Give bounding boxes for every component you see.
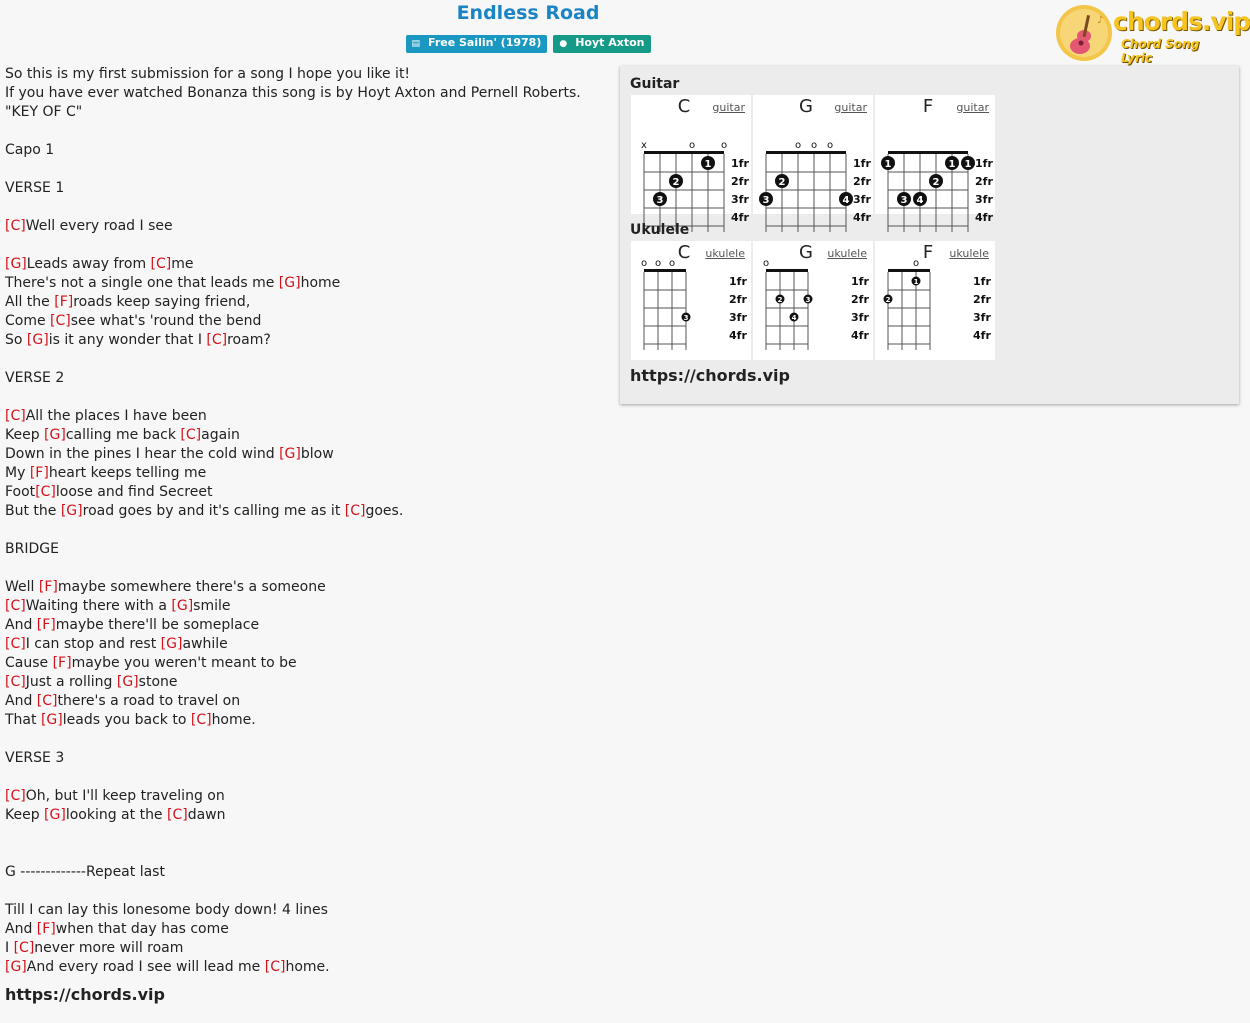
lyric-text: Well every road I see — [25, 218, 173, 234]
chord-marker[interactable]: [F] — [52, 655, 72, 671]
fret-label: 1fr — [731, 157, 749, 170]
fret-label: 4fr — [853, 211, 871, 224]
artist-tag-label: Hoyt Axton — [575, 36, 645, 49]
chord-marker[interactable]: [G] — [116, 674, 139, 690]
lyric-text: maybe somewhere there's a someone — [57, 579, 326, 595]
lyric-line — [5, 445, 613, 464]
finger-dot — [945, 156, 959, 170]
user-icon: ● — [559, 39, 568, 49]
chord-marker[interactable]: [C] — [5, 788, 26, 804]
lyric-text: never more will roam — [34, 940, 184, 956]
lyric-line — [5, 578, 613, 597]
blank-line — [5, 882, 613, 901]
chord-marker[interactable]: [F] — [36, 617, 56, 633]
lyric-text: But the — [5, 503, 61, 519]
lyric-text: Come — [5, 313, 51, 329]
finger-dot — [776, 295, 785, 305]
finger-number: 2 — [672, 177, 680, 188]
chord-marker[interactable]: [C] — [36, 693, 58, 709]
finger-dot — [897, 192, 911, 206]
lyric-line — [5, 749, 613, 768]
lyric-text: Just a rolling — [25, 674, 117, 690]
logo-wordmark: chords.vip — [1113, 7, 1250, 36]
lyric-text: when that day has come — [55, 921, 229, 937]
lyric-line — [5, 597, 613, 616]
chord-marker[interactable]: [G] — [279, 446, 301, 462]
chord-diagram — [753, 95, 873, 224]
fret-label: 3fr — [853, 193, 871, 206]
lyric-line — [5, 217, 613, 236]
song-title: Endless Road — [456, 2, 600, 24]
chord-marker[interactable]: [C] — [50, 313, 71, 329]
nut — [644, 151, 724, 154]
chord-name: G — [799, 96, 813, 117]
chord-marker[interactable]: [G] — [5, 959, 27, 975]
lyric-text: road goes by and it's calling me as it — [82, 503, 345, 519]
lyric-text: roam? — [227, 332, 271, 348]
lyric-text: goes. — [365, 503, 404, 519]
chord-marker[interactable]: [C] — [13, 940, 35, 956]
lyric-text: Leads away from — [26, 256, 151, 272]
ukulele-chord-card-F[interactable] — [875, 241, 995, 360]
lyric-text: home. — [211, 712, 256, 728]
blank-line — [5, 559, 613, 578]
chord-marker[interactable]: [G] — [40, 712, 63, 728]
chord-marker[interactable]: [C] — [344, 503, 366, 519]
finger-number: 2 — [778, 177, 786, 188]
open-string-marker: o — [654, 258, 662, 269]
finger-number: 1 — [964, 159, 972, 170]
fret-label: 1fr — [973, 275, 991, 288]
album-tag-label: Free Sailin' (1978) — [428, 36, 542, 49]
chord-marker[interactable]: [C] — [5, 408, 26, 424]
chord-name: G — [799, 242, 813, 263]
blank-line — [5, 198, 613, 217]
open-string-marker: o — [668, 258, 676, 269]
lyrics-body — [5, 65, 613, 1004]
fret-label: 3fr — [851, 311, 869, 324]
lyric-text: Capo 1 — [5, 142, 55, 158]
nut — [644, 269, 686, 272]
lyric-text: VERSE 2 — [5, 370, 65, 386]
lyrics-lines — [5, 65, 613, 977]
chord-name: F — [922, 242, 934, 263]
open-string-marker: o — [688, 140, 696, 151]
finger-dot — [775, 174, 789, 188]
fret-label: 2fr — [973, 293, 991, 306]
finger-number: 3 — [683, 314, 689, 322]
fret-label: 2fr — [851, 293, 869, 306]
open-string-marker: o — [826, 140, 834, 151]
finger-number: 3 — [656, 195, 664, 206]
lyric-text: And every road I see will lead me — [26, 959, 265, 975]
chord-diagram — [875, 95, 995, 224]
ukulele-section-label: Ukulele — [630, 222, 690, 238]
lyric-line — [5, 939, 613, 958]
lyric-line — [5, 806, 613, 825]
open-string-marker: o — [794, 140, 802, 151]
lyric-text: And — [5, 617, 37, 633]
chord-diagram — [875, 241, 995, 360]
chord-marker[interactable]: [C] — [150, 256, 172, 272]
finger-number: 2 — [777, 296, 783, 304]
chord-marker[interactable]: [C] — [5, 598, 26, 614]
chord-marker[interactable]: [C] — [5, 636, 26, 652]
lyric-line — [5, 179, 613, 198]
fret-label: 2fr — [729, 293, 747, 306]
lyric-text: Keep — [5, 807, 45, 823]
lyric-text: So — [5, 332, 27, 348]
finger-dot — [804, 295, 813, 305]
panel-footer-url[interactable]: https://chords.vip — [630, 366, 790, 385]
blank-line — [5, 768, 613, 787]
finger-number: 3 — [805, 296, 811, 304]
lyric-text: dawn — [187, 807, 226, 823]
lyric-text: And — [5, 693, 37, 709]
chord-diagram — [631, 241, 751, 360]
guitar-chord-card-F[interactable] — [875, 95, 995, 224]
finger-dot — [653, 192, 667, 206]
blank-line — [5, 825, 613, 844]
chord-marker[interactable]: [C] — [190, 712, 212, 728]
chord-marker[interactable]: [F] — [29, 465, 49, 481]
lyric-line — [5, 274, 613, 293]
open-string-marker: o — [640, 258, 648, 269]
lyric-text: me — [171, 256, 194, 272]
chord-marker[interactable]: [G] — [44, 427, 66, 443]
finger-dot — [669, 174, 683, 188]
lyric-line — [5, 426, 613, 445]
fret-label: 4fr — [973, 329, 991, 342]
guitar-link[interactable]: guitar — [712, 101, 745, 114]
fret-label: 4fr — [975, 211, 993, 224]
fret-label: 1fr — [975, 157, 993, 170]
fret-label: 4fr — [851, 329, 869, 342]
open-string-marker: o — [912, 258, 920, 269]
fret-label: 1fr — [851, 275, 869, 288]
lyric-text: All the places I have been — [25, 408, 207, 424]
blank-line — [5, 844, 613, 863]
lyric-line — [5, 65, 613, 84]
lyric-line — [5, 616, 613, 635]
lyric-text: There's not a single one that leads me — [5, 275, 279, 291]
finger-number: 3 — [900, 195, 908, 206]
chord-name: C — [677, 242, 691, 263]
fret-label: 4fr — [731, 211, 749, 224]
finger-number: 4 — [916, 195, 924, 206]
finger-number: 1 — [948, 159, 956, 170]
lyric-text: calling me back — [65, 427, 181, 443]
lyric-line — [5, 312, 613, 331]
nut — [888, 151, 968, 154]
lyric-line — [5, 958, 613, 977]
lyric-text: That — [5, 712, 41, 728]
finger-number: 3 — [762, 195, 770, 206]
lyric-text: So this is my first submission for a song I hope you like it! — [5, 66, 411, 82]
fret-label: 3fr — [731, 193, 749, 206]
lyric-text: maybe you weren't meant to be — [71, 655, 297, 671]
blank-line — [5, 236, 613, 255]
ukulele-link[interactable]: ukulele — [827, 247, 867, 260]
artist-tag[interactable] — [553, 35, 650, 53]
lyric-text: I — [5, 940, 14, 956]
lyric-line — [5, 141, 613, 160]
lyric-text: I can stop and rest — [25, 636, 161, 652]
lyric-line — [5, 255, 613, 274]
lyric-line — [5, 502, 613, 521]
lyric-text: stone — [138, 674, 178, 690]
chord-marker[interactable]: [F] — [38, 579, 58, 595]
tag-bar — [0, 35, 1056, 53]
fret-label: 4fr — [729, 329, 747, 342]
guitar-icon — [1055, 3, 1115, 63]
finger-number: 4 — [791, 314, 797, 322]
lyric-line — [5, 369, 613, 388]
finger-number: 1 — [884, 159, 892, 170]
chord-marker[interactable]: [G] — [171, 598, 194, 614]
lyric-line — [5, 464, 613, 483]
ukulele-chord-card-G[interactable] — [753, 241, 873, 360]
lyric-line — [5, 293, 613, 312]
lyric-text: All the — [5, 294, 55, 310]
chord-marker[interactable]: [G] — [278, 275, 301, 291]
finger-number: 4 — [842, 195, 850, 206]
site-logo[interactable] — [1055, 3, 1250, 65]
lyric-text: Down in the pines I hear the cold wind — [5, 446, 280, 462]
chord-name: F — [922, 96, 934, 117]
ukulele-link[interactable]: ukulele — [949, 247, 989, 260]
blank-line — [5, 521, 613, 540]
open-string-marker: o — [810, 140, 818, 151]
lyric-line — [5, 901, 613, 920]
blank-line — [5, 350, 613, 369]
lyric-text: awhile — [182, 636, 228, 652]
chord-marker[interactable]: [C] — [206, 332, 228, 348]
lyric-text: blow — [300, 446, 334, 462]
fret-label: 3fr — [729, 311, 747, 324]
lyric-text: Oh, but I'll keep traveling on — [25, 788, 225, 804]
logo-tagline: Chord Song Lyric — [1121, 37, 1200, 65]
chord-diagram — [631, 95, 751, 224]
lyric-text: home — [300, 275, 341, 291]
open-string-marker: o — [762, 258, 770, 269]
lyric-text: looking at the — [65, 807, 167, 823]
finger-dot — [881, 156, 895, 170]
chord-diagram — [753, 241, 873, 360]
muted-string-marker: x — [641, 140, 647, 151]
finger-dot — [701, 156, 715, 170]
lyric-text: Waiting there with a — [25, 598, 172, 614]
finger-dot — [884, 295, 893, 305]
finger-dot — [913, 192, 927, 206]
chord-marker[interactable]: [C] — [5, 674, 26, 690]
ukulele-link[interactable]: ukulele — [705, 247, 745, 260]
chord-marker[interactable]: [G] — [160, 636, 183, 652]
lyric-text: again — [201, 427, 240, 443]
blank-line — [5, 160, 613, 179]
finger-dot — [929, 174, 943, 188]
blank-line — [5, 730, 613, 749]
chord-name: C — [677, 96, 691, 117]
chord-diagram-panel — [620, 66, 1239, 404]
ukulele-chord-card-C[interactable] — [631, 241, 751, 360]
lyric-text: home. — [285, 959, 330, 975]
chord-marker[interactable]: [C] — [5, 218, 26, 234]
lyric-text: VERSE 1 — [5, 180, 65, 196]
lyric-text: there's a road to travel on — [57, 693, 241, 709]
lyric-line — [5, 635, 613, 654]
finger-dot — [682, 313, 691, 323]
lyric-line — [5, 84, 613, 122]
finger-number: 1 — [913, 278, 919, 286]
blank-line — [5, 388, 613, 407]
lyric-text: roads keep saying friend, — [73, 294, 251, 310]
lyric-text: Foot — [5, 484, 36, 500]
lyric-line — [5, 920, 613, 939]
chord-marker[interactable]: [F] — [54, 294, 74, 310]
chord-marker[interactable]: [G] — [26, 332, 49, 348]
finger-dot — [839, 192, 853, 206]
lyric-line — [5, 692, 613, 711]
fret-label: 1fr — [729, 275, 747, 288]
lyric-text: loose and find Secreet — [55, 484, 213, 500]
lyric-line — [5, 863, 613, 882]
album-icon: ▤ — [411, 39, 421, 49]
lyric-line — [5, 711, 613, 730]
guitar-chord-card-C[interactable] — [631, 95, 751, 224]
lyric-text: Keep — [5, 427, 45, 443]
lyric-line — [5, 331, 613, 350]
finger-dot — [790, 313, 799, 323]
finger-dot — [961, 156, 975, 170]
lyric-text: My — [5, 465, 30, 481]
guitar-link[interactable]: guitar — [834, 101, 867, 114]
lyric-text: BRIDGE — [5, 541, 59, 557]
svg-text:♪: ♪ — [1097, 15, 1104, 26]
chord-marker[interactable]: [C] — [180, 427, 202, 443]
fret-label: 3fr — [973, 311, 991, 324]
lyric-text: G -------------Repeat last — [5, 864, 165, 880]
lyric-text: is it any wonder that I — [48, 332, 207, 348]
lyric-text: VERSE 3 — [5, 750, 65, 766]
lyric-line — [5, 540, 613, 559]
chord-marker[interactable]: [G] — [5, 256, 27, 272]
album-tag[interactable] — [406, 35, 548, 53]
lyrics-footer-url[interactable]: https://chords.vip — [5, 985, 165, 1004]
nut — [766, 151, 846, 154]
open-string-marker: o — [720, 140, 728, 151]
finger-number: 2 — [885, 296, 891, 304]
lyric-text: Cause — [5, 655, 53, 671]
finger-dot — [759, 192, 773, 206]
lyric-text: Till I can lay this lonesome body down! 4 lines — [5, 902, 328, 918]
lyric-line — [5, 407, 613, 426]
nut — [888, 269, 930, 272]
fret-label: 2fr — [731, 175, 749, 188]
lyric-line — [5, 673, 613, 692]
chord-marker[interactable]: [C] — [264, 959, 286, 975]
blank-line — [5, 122, 613, 141]
chord-marker[interactable]: [G] — [44, 807, 66, 823]
guitar-chord-card-G[interactable] — [753, 95, 873, 224]
nut — [766, 269, 808, 272]
lyric-text: heart keeps telling me — [48, 465, 207, 481]
chord-marker[interactable]: [C] — [167, 807, 188, 823]
guitar-section-label: Guitar — [630, 76, 680, 92]
lyric-text: maybe there'll be someplace — [55, 617, 260, 633]
fret-label: 3fr — [975, 193, 993, 206]
finger-number: 2 — [932, 177, 940, 188]
lyric-line — [5, 483, 613, 502]
fret-label: 2fr — [853, 175, 871, 188]
lyric-text: If you have ever watched Bonanza this song is by Hoyt Axton and Pernell Roberts. "KEY OF C" — [5, 85, 586, 120]
chord-marker[interactable]: [F] — [36, 921, 56, 937]
finger-number: 1 — [704, 159, 712, 170]
fret-label: 1fr — [853, 157, 871, 170]
lyric-line — [5, 787, 613, 806]
lyric-text: smile — [193, 598, 231, 614]
lyric-text: leads you back to — [62, 712, 191, 728]
guitar-link[interactable]: guitar — [956, 101, 989, 114]
chord-marker[interactable]: [C] — [35, 484, 56, 500]
lyric-text: And — [5, 921, 37, 937]
fret-label: 2fr — [975, 175, 993, 188]
chord-marker[interactable]: [G] — [60, 503, 83, 519]
finger-dot — [912, 277, 921, 287]
lyric-text: see what's 'round the bend — [70, 313, 262, 329]
lyric-line — [5, 654, 613, 673]
lyric-text: Well — [5, 579, 39, 595]
